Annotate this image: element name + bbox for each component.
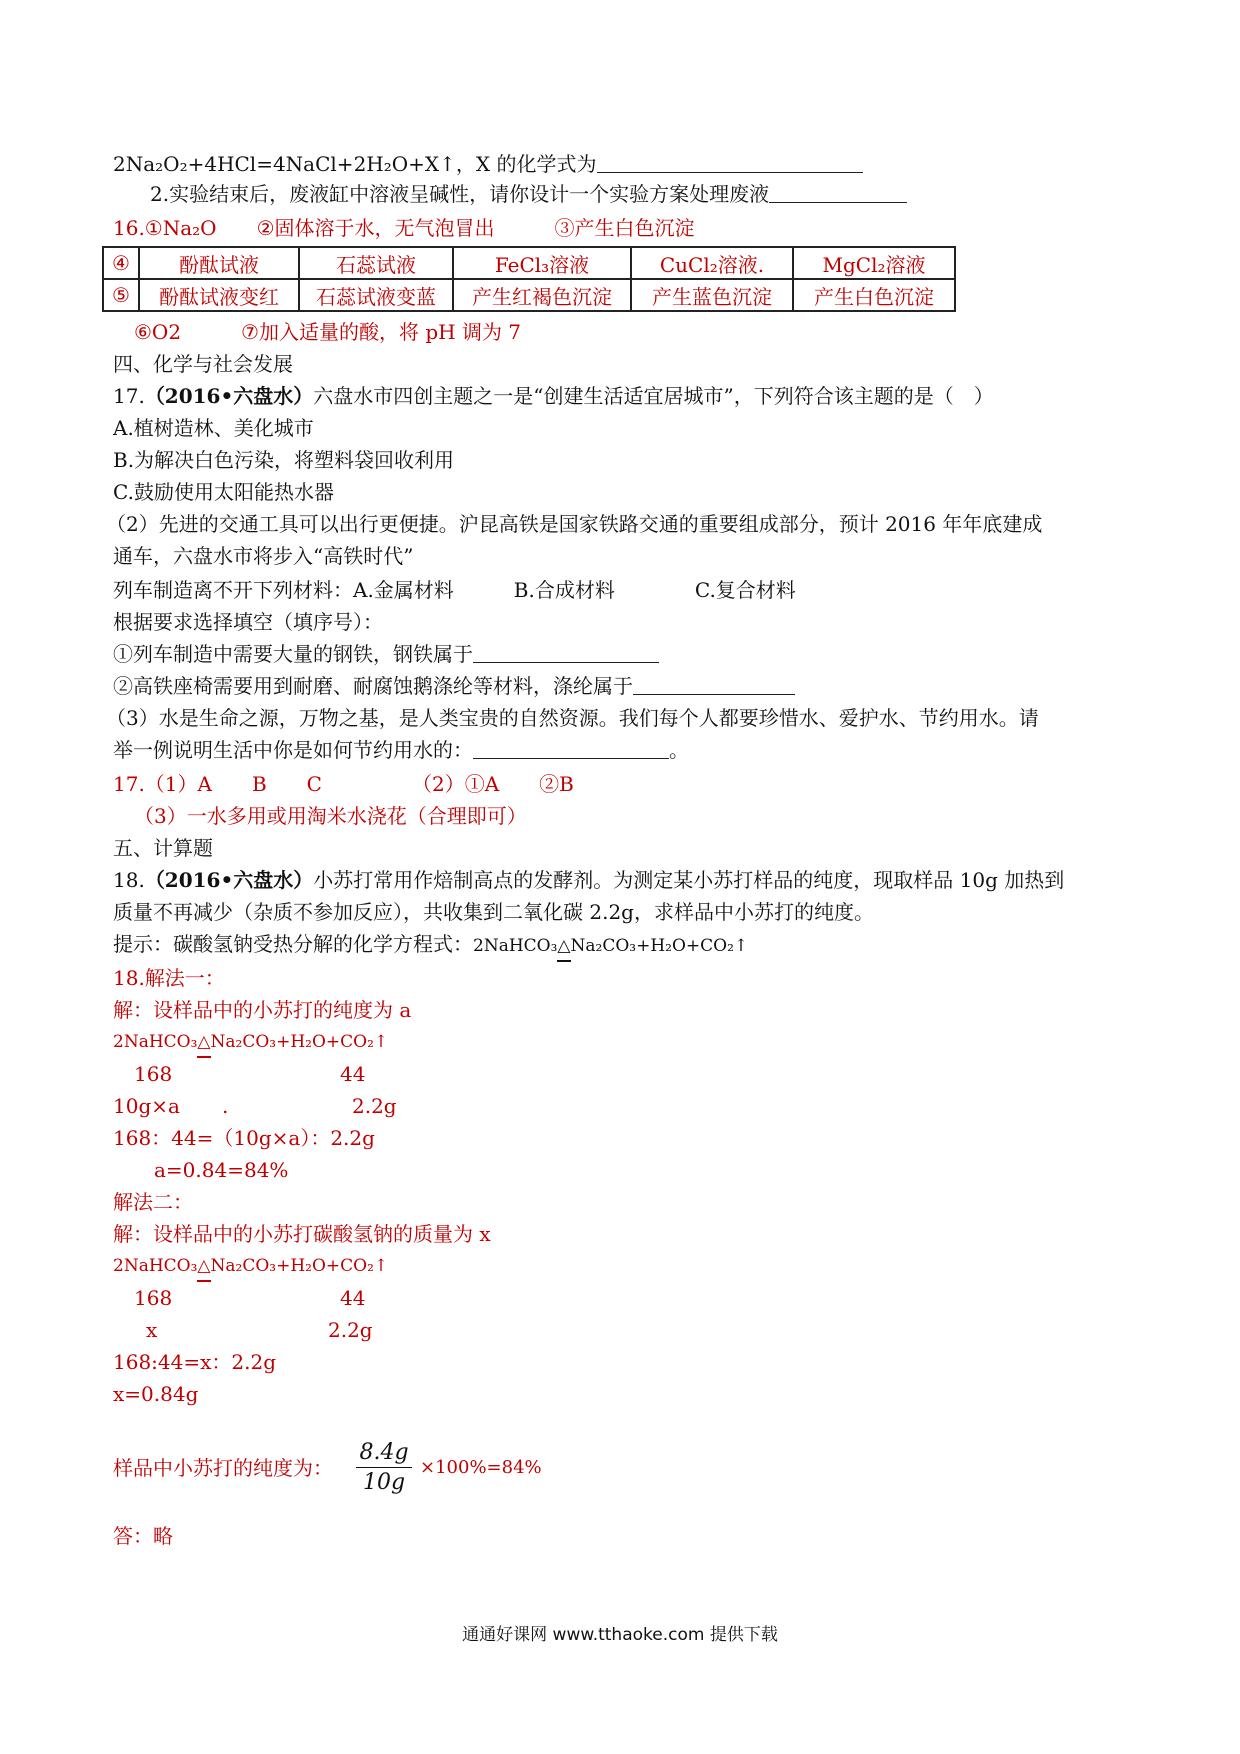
q17-stem: 六盘水市四创主题之一是“创建生活适宜居城市”，下列符合该主题的是（ ） — [313, 384, 994, 408]
answer-blank — [633, 674, 795, 695]
heat-condition: △ — [197, 1028, 210, 1058]
q17-part2-line2: 通车，六盘水市将步入“高铁时代” — [113, 544, 414, 568]
q18-hint — [113, 930, 748, 962]
q17-part3-line2 — [113, 736, 689, 764]
heat-condition: △ — [197, 1252, 210, 1282]
answer-blank — [473, 642, 659, 663]
table-cell: 石蕊试液 — [299, 247, 453, 279]
equation-left: 2NaHCO₃ — [473, 936, 558, 956]
ans18-m1-value1: 10g×a — [113, 1094, 180, 1118]
q15-waste-text: 2.实验结束后，废液缸中溶液呈碱性，请你设计一个实验方案处理废液 — [150, 182, 770, 206]
ans18-m2-value1: x — [146, 1318, 158, 1342]
q17-part3-text: 举一例说明生活中你是如何节约用水的： — [113, 738, 473, 762]
ans18-m1-mass2: 44 — [340, 1062, 366, 1086]
q15-waste-line — [150, 180, 907, 208]
table-cell: 产生蓝色沉淀 — [631, 279, 793, 311]
q17-stem-line — [113, 382, 994, 410]
fraction-denominator: 10g — [362, 1470, 406, 1495]
ans18-m2-mass2: 44 — [340, 1286, 366, 1310]
ans18-m1-ratio: 168：44=（10g×a）：2.2g — [113, 1126, 375, 1150]
equation-right: Na₂CO₃+H₂O+CO₂↑ — [210, 1256, 389, 1276]
table-cell: 酚酞试液变红 — [139, 279, 299, 311]
table-row — [103, 247, 955, 279]
table-cell: CuCl₂溶液. — [631, 247, 793, 279]
ans17-line2: （3）一水多用或用淘米水浇花（合理即可） — [134, 804, 527, 828]
ans18-m2-value2: 2.2g — [328, 1318, 373, 1342]
q17-option-c: C.鼓励使用太阳能热水器 — [113, 480, 334, 504]
equation-right: Na₂CO₃+H₂O+CO₂↑ — [570, 936, 749, 956]
ans18-purity-tail: ×100%=84% — [420, 1457, 542, 1478]
table-cell: ④ — [103, 247, 139, 279]
ans18-method1-equation — [113, 1028, 388, 1058]
equation-right: Na₂CO₃+H₂O+CO₂↑ — [210, 1032, 389, 1052]
q18-stem-line2: 质量不再减少（杂质不参加反应），共收集到二氧化碳 2.2g，求样品中小苏打的纯度。 — [113, 900, 874, 924]
ans18-method2-equation — [113, 1252, 388, 1282]
table-row — [103, 279, 955, 311]
q17-part3-line1: （3）水是生命之源，万物之基，是人类宝贵的自然资源。我们每个人都要珍惜水、爱护水、节约用水。请 — [106, 706, 1039, 730]
table-cell: 石蕊试液变蓝 — [299, 279, 453, 311]
q17-sub1-text: ①列车制造中需要大量的钢铁，钢铁属于 — [113, 642, 473, 666]
ans18-m2-result: x=0.84g — [113, 1382, 199, 1406]
q17-sub2-text: ②高铁座椅需要用到耐磨、耐腐蚀鹅涤纶等材料，涤纶属于 — [113, 674, 633, 698]
answer-blank — [597, 152, 863, 173]
ans17-line1: 17.（1）A B C （2）①A ②B — [113, 772, 574, 796]
section-5-heading: 五、计算题 — [113, 836, 213, 860]
ans18-m1-value2: 2.2g — [352, 1094, 397, 1118]
ans18-purity-label: 样品中小苏打的纯度为： — [113, 1456, 333, 1480]
q18-stem1: 小苏打常用作焙制高点的发酵剂。为测定某小苏打样品的纯度，现取样品 10g 加热到 — [313, 868, 1065, 892]
q15-equation-line — [113, 150, 863, 178]
table-cell: 酚酞试液 — [139, 247, 299, 279]
q17-materials: 列车制造离不开下列材料：A.金属材料 B.合成材料 C.复合材料 — [113, 578, 796, 602]
table-cell: ⑤ — [103, 279, 139, 311]
q15-equation-text: 2Na₂O₂+4HCl=4NaCl+2H₂O+X↑，X 的化学式为 — [113, 152, 597, 176]
ans16-line1: 16.①Na₂O ②固体溶于水，无气泡冒出 ③产生白色沉淀 — [113, 216, 695, 240]
fraction-numerator: 8.4g — [356, 1440, 412, 1468]
q18-source: （2016•六盘水） — [144, 868, 314, 892]
table-cell: 产生白色沉淀 — [793, 279, 955, 311]
equation-left: 2NaHCO₃ — [113, 1032, 198, 1052]
ans18-method1-set: 解：设样品中的小苏打的纯度为 a — [113, 998, 412, 1022]
q18-stem-line1 — [113, 866, 1064, 894]
ans18-m2-mass1: 168 — [134, 1286, 173, 1310]
q17-sub1-line — [113, 640, 659, 668]
equation-left: 2NaHCO₃ — [113, 1256, 198, 1276]
q17-option-a: A.植树造林、美化城市 — [113, 416, 314, 440]
page-footer: 通通好课网 www.tthaoke.com 提供下载 — [462, 1625, 778, 1645]
q18-number: 18. — [113, 868, 145, 892]
answer-blank — [473, 738, 669, 759]
q17-option-b: B.为解决白色污染，将塑料袋回收利用 — [113, 448, 455, 472]
ans18-m1-mass1: 168 — [134, 1062, 173, 1086]
ans16-line-after: ⑥O2 ⑦加入适量的酸，将 pH 调为 7 — [134, 320, 522, 344]
ans16-table — [102, 246, 956, 312]
q18-hint-prefix: 提示：碳酸氢钠受热分解的化学方程式： — [113, 932, 473, 956]
answer-blank — [769, 182, 907, 203]
q17-sub2-line — [113, 672, 795, 700]
q17-part2-line1: （2）先进的交通工具可以出行更便捷。沪昆高铁是国家铁路交通的重要组成部分，预计 2016 年年底建成 — [106, 512, 1043, 536]
heat-condition: △ — [557, 932, 570, 962]
q17-number: 17. — [113, 384, 145, 408]
ans18-m1-dot: . — [222, 1094, 229, 1118]
purity-fraction — [356, 1440, 412, 1495]
q17-source: （2016•六盘水） — [144, 384, 314, 408]
table-cell: 产生红褐色沉淀 — [453, 279, 631, 311]
ans18-m1-result: a=0.84=84% — [154, 1158, 289, 1182]
ans18-answer: 答：略 — [113, 1524, 173, 1548]
q17-instruction: 根据要求选择填空（填序号）： — [113, 610, 383, 634]
ans18-method2-title: 解法二： — [113, 1190, 193, 1214]
ans18-method2-set: 解：设样品中的小苏打碳酸氢钠的质量为 x — [113, 1222, 491, 1246]
ans18-method1-title: 18.解法一： — [113, 966, 225, 990]
table-cell: FeCl₃溶液 — [453, 247, 631, 279]
section-4-heading: 四、化学与社会发展 — [113, 352, 293, 376]
q17-part3-end: 。 — [669, 738, 689, 762]
table-cell: MgCl₂溶液 — [793, 247, 955, 279]
ans18-m2-ratio: 168:44=x：2.2g — [113, 1350, 277, 1374]
